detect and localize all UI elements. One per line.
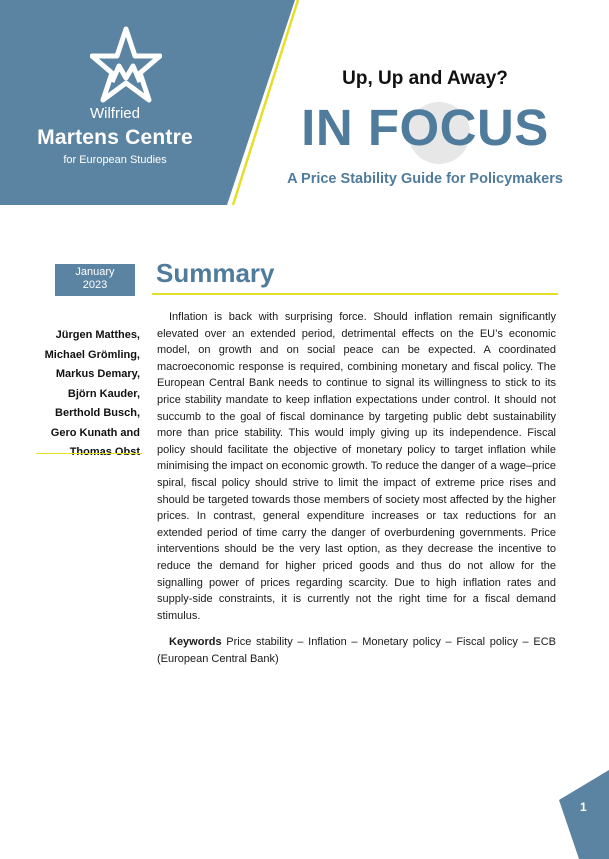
keywords-list: Price stability – Inflation – Monetary policy – Fiscal policy – ECB (European Central Bank) [157, 636, 556, 665]
logo-wilfried: Wilfried [89, 105, 140, 122]
date-month: January [75, 266, 115, 278]
series-title: IN FOCUS [301, 99, 549, 156]
author-name: Gero Kunath and [50, 426, 140, 439]
report-subtitle: Up, Up and Away? [342, 68, 508, 89]
logo-for-european-studies: for European Studies [63, 154, 167, 166]
logo-martens-centre: Martens Centre [37, 126, 193, 149]
keywords-paragraph [157, 634, 556, 667]
author-name: Jürgen Matthes, [55, 329, 140, 341]
page-number: 1 [580, 800, 587, 814]
star-m-icon [90, 26, 162, 104]
author-name: Berthold Busch, [55, 407, 140, 419]
keywords-label: Keywords [169, 636, 222, 648]
guide-title: A Price Stability Guide for Policymakers [287, 171, 563, 187]
author-name: Thomas Obst [69, 446, 140, 458]
author-name: Markus Demary, [55, 368, 140, 380]
author-name: Björn Kauder, [67, 387, 140, 400]
author-list [32, 326, 140, 463]
author-name: Michael Grömling, [44, 348, 140, 361]
date-year: 2023 [82, 279, 108, 291]
date-badge [55, 264, 135, 296]
summary-divider [152, 293, 558, 295]
summary-heading: Summary [156, 258, 275, 288]
martens-centre-logo [20, 20, 210, 180]
page-corner-tab [559, 770, 609, 859]
summary-body: Inflation is back with surprising force. Should inflation remain significantly elevated over an extended period, detrimental effects on the EU’s economic model, on growth and on social peace can be expected. A coordinated macroeconomic response is required, combining monetary and fiscal policy. The European Central Bank needs to continue to signal its willingness to stick to its price stability mandate to keep inflation expectations under control. It should not succumb to the goal of fiscal dominance by targeting public debt sustainability more than price stability. This would imply giving up its independence. Fiscal policy should facilitate the objective of monetary policy to target inflation while minimising the impact on economic growth. To reduce the danger of a wage–price spiral, fiscal policy should strive to limit the impact of extreme price rises and should be targeted towards those members of society most affected by the higher prices. In contrast, general expenditure increases or tax reductions for an extended period of time carry the danger of overburdening governments. Price interventions should be the very last option, as they decrease the incentive to reduce the demand for higher priced goods and thus do not allow for the signalling power of prices regarding scarcity. Due to high inflation rates and supply-side constraints, it is currently not the right time for a fiscal demand stimulus. [157, 311, 556, 622]
authors-divider [36, 453, 142, 454]
